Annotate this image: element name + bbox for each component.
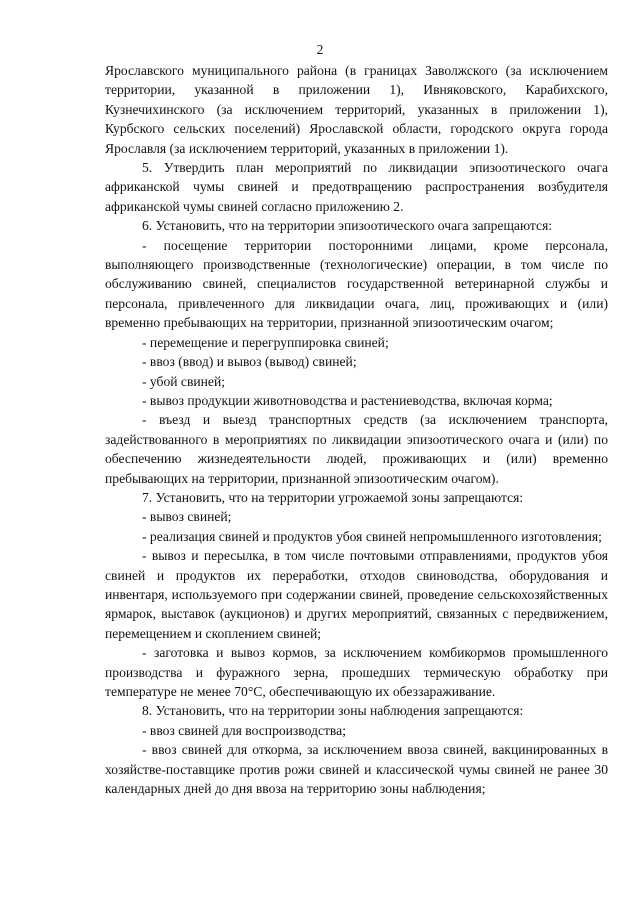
paragraph: - вывоз продукции животноводства и растениеводства, включая корма; bbox=[142, 392, 553, 408]
paragraph: - заготовка и вывоз кормов, за исключением комбикормов промышленного производства и фуражного зерна, прошедших термическую обработку при температуре не менее 70°С, обеспечивающую их обеззараживание. bbox=[105, 645, 608, 699]
paragraph: - вывоз и пересылка, в том числе почтовыми отправлениями, продуктов убоя свиней и продуктов их переработки, отходов свиноводства, оборудования и инвентаря, используемого при содержании свиней, проведение сельскохозяйственных ярмарок, выставок (аукционов) и других мероприятий, связанных с передвижением, перемещением и скоплением свиней; bbox=[105, 548, 608, 641]
paragraph: 7. Установить, что на территории угрожаемой зоны запрещаются: bbox=[142, 489, 524, 505]
paragraph: - въезд и выезд транспортных средств (за исключением транспорта, задействованного в мероприятиях по ликвидации эпизоотического очага и (или) по обеспечению жизнедеятельности людей, проживающих и (или) временно пребывающих на территории, признанной эпизоотическим очагом). bbox=[105, 412, 608, 486]
paragraph: - ввоз (ввод) и вывоз (вывод) свиней; bbox=[142, 354, 357, 370]
paragraph: - посещение территории посторонними лицами, кроме персонала, выполняющего производственные (технологические) операции, в том числе по обслуживанию свиней, специалистов государственной ветеринарной службы и персонала, привлеченного для ликвидации очага, лиц, проживающих и (или) временно пребывающих на территории, признанной эпизоотическим очагом; bbox=[105, 237, 608, 331]
paragraph: Ярославского муниципального района (в границах Заволжского (за исключением территории, указанной в приложении 1), Ивняковского, Карабихского, Кузнечихинского (за исключением территорий, указанных в приложении 1), Курбского сельских поселений) Ярославской области, городского округа города Ярославля (за исключением территорий, указанных в приложении 1). bbox=[105, 63, 608, 156]
paragraph: - убой свиней; bbox=[142, 373, 226, 389]
paragraph: - перемещение и перегруппировка свиней; bbox=[142, 334, 389, 350]
paragraph: 5. Утвердить план мероприятий по ликвидации эпизоотического очага африканской чумы свиней и предотвращению распространения возбудителя африканской чумы свиней согласно приложению 2. bbox=[105, 160, 608, 214]
paragraph: - реализация свиней и продуктов убоя свиней непромышленного изготовления; bbox=[142, 528, 602, 544]
paragraph: - ввоз свиней для откорма, за исключением ввоза свиней, вакцинированных в хозяйстве-поставщике против рожи свиней и классической чумы свиней не ранее 30 календарных дней до дня ввоза на территорию зоны наблюдения; bbox=[105, 742, 608, 797]
paragraph: - ввоз свиней для воспроизводства; bbox=[142, 722, 346, 738]
page-number: 2 bbox=[316, 42, 324, 57]
document-body bbox=[105, 61, 608, 798]
paragraph: 6. Установить, что на территории эпизоотического очага запрещаются: bbox=[142, 218, 553, 234]
paragraph: - вывоз свиней; bbox=[142, 509, 232, 525]
paragraph: 8. Установить, что на территории зоны наблюдения запрещаются: bbox=[142, 703, 524, 719]
